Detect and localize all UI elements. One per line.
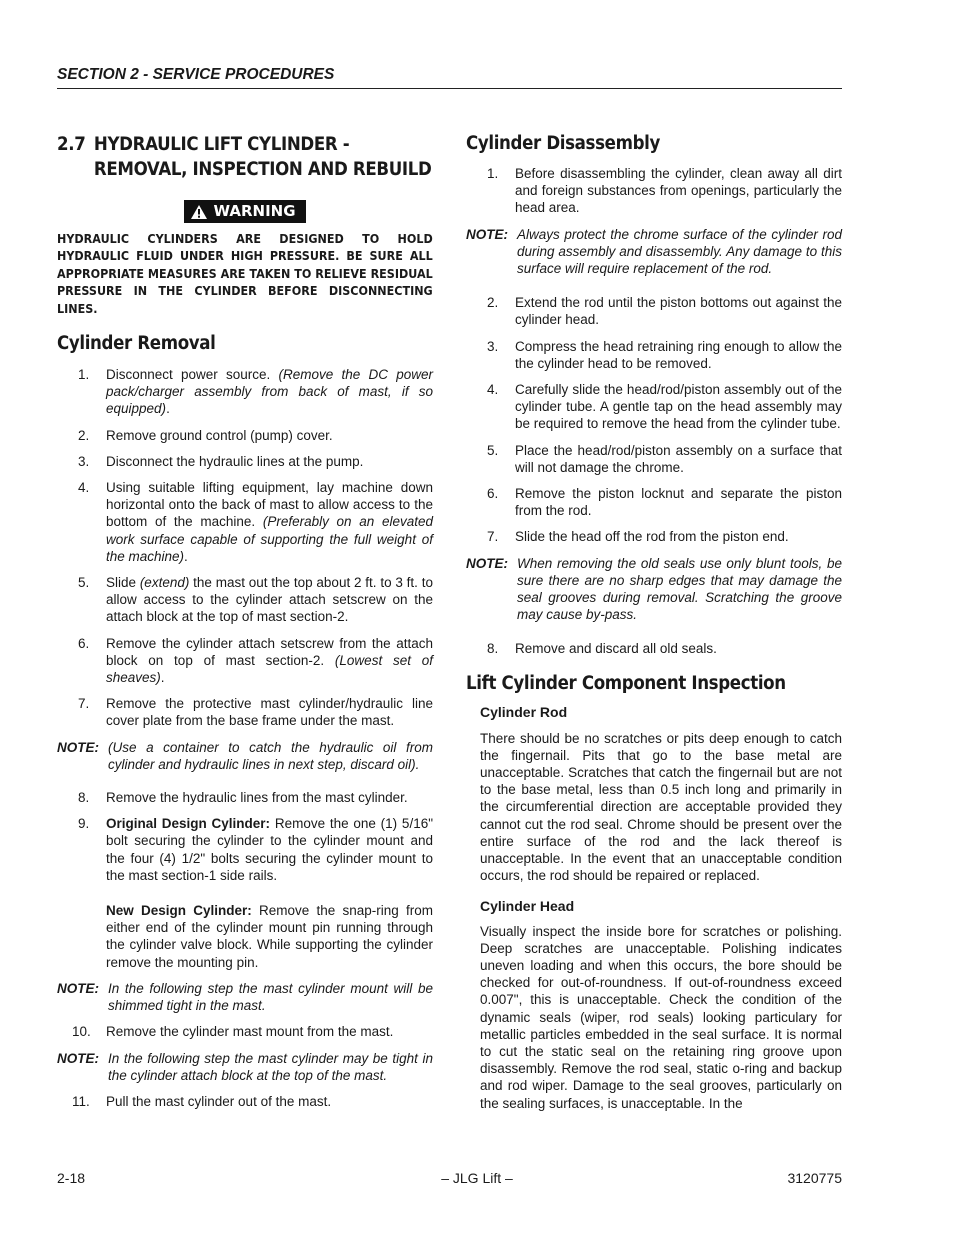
left-column — [57, 132, 433, 1119]
disassembly-step-8: 8. Remove and discard all old seals. — [487, 641, 717, 657]
warning-triangle-icon — [190, 204, 208, 220]
disassembly-note-2: NOTE: When removing the old seals use only blunt tools, be sure there are no sharp edges that may damage the seal grooves during removal. Scratching the groove may cause by-pass. — [466, 555, 842, 623]
disassembly-step-7: 7. Slide the head off the rod from the piston end. — [487, 529, 789, 545]
removal-step-9: 9. Original Design Cylinder: Remove the one (1) 5/16" bolt securing the cylinder to the cylinder mount and the four (4) 1/2" bolts securing the cylinder mount to the mast section-1 side rails. — [78, 816, 433, 883]
section-title — [57, 132, 433, 182]
cylinder-head-text: Visually inspect the inside bore for scratches or polishing. Deep scratches are unacceptable. Polishing indicates uneven loading and when this occurs, the bore should be checked for out-of-roundness. If out-of-roundness exceed 0.007", this is unacceptable. Check the condition of the dynamic seals (wiper, rod seals) looking particulary for metallic particles embedded in the seal surface. It is normal to cut the static seal on the retaining ring groove upon disassembly. Remove the rod seal, static o-ring and backup and rod wiper. Damage to the seal grooves, particularly on the sealing surfaces, is unacceptable. In the — [480, 923, 842, 1111]
disassembly-step-4: 4. Carefully slide the head/rod/piston assembly out of the cylinder tube. A gentle tap on the head assembly may be required to remove the head from the cylinder tube. — [487, 382, 842, 432]
removal-step-8: 8. Remove the hydraulic lines from the mast cylinder. — [78, 790, 408, 806]
warning-text: HYDRAULIC CYLINDERS ARE DESIGNED TO HOLD HYDRAULIC FLUID UNDER HIGH PRESSURE. BE SURE ALL APPROPRIATE MEASURES ARE TAKEN TO RELIEVE RESIDUAL PRESSURE IN THE CYLINDER BEFORE DISCONNECTING LINES. — [57, 231, 433, 316]
disassembly-step-2: 2. Extend the rod until the piston bottoms out against the cylinder head. — [487, 295, 842, 328]
section-title-text: HYDRAULIC LIFT CYLINDER - REMOVAL, INSPECTION AND REBUILD — [93, 134, 432, 180]
disassembly-note-1: NOTE: Always protect the chrome surface of the cylinder rod during assembly and disassembly. Any damage to this surface will require replacement of the rod. — [466, 226, 842, 277]
removal-step-3: 3. Disconnect the hydraulic lines at the pump. — [78, 453, 364, 469]
page-number: 2-18 — [57, 1170, 86, 1186]
footer-center: – JLG Lift – — [441, 1170, 513, 1186]
disassembly-step-3: 3. Compress the head retraining ring enough to allow the the cylinder head to be removed. — [487, 338, 842, 371]
removal-note-2: NOTE: In the following step the mast cylinder mount will be shimmed tight in the mast. — [57, 980, 433, 1014]
disassembly-step-5: 5. Place the head/rod/piston assembly on a surface that will not damage the chrome. — [487, 442, 842, 475]
component-inspection-heading: Lift Cylinder Component Inspection — [466, 672, 786, 694]
removal-note-1: NOTE: (Use a container to catch the hydraulic oil from cylinder and hydraulic lines in next step, discard oil). — [57, 739, 433, 772]
warning-banner — [57, 200, 433, 225]
removal-step-7: 7. Remove the protective mast cylinder/hydraulic line cover plate from the base frame under the mast. — [78, 696, 433, 729]
cylinder-removal-heading: Cylinder Removal — [57, 333, 216, 354]
removal-step-2: 2. Remove ground control (pump) cover. — [78, 427, 333, 443]
document-number: 3120775 — [787, 1170, 842, 1186]
disassembly-step-1: 1. Before disassembling the cylinder, clean away all dirt and foreign substances from openings, particularly the head area. — [487, 166, 842, 216]
removal-step-6: 6. Remove the cylinder attach setscrew from the attach block on top of mast section-2. (Lowest set of sheaves). — [78, 635, 433, 686]
removal-step-11: 11. Pull the mast cylinder out of the mast. — [72, 1093, 332, 1109]
cylinder-rod-heading: Cylinder Rod — [480, 703, 568, 720]
warning-label: WARNING — [213, 202, 296, 220]
section-header: SECTION 2 - SERVICE PROCEDURES — [57, 66, 842, 89]
cylinder-head-heading: Cylinder Head — [480, 897, 575, 914]
cylinder-disassembly-heading: Cylinder Disassembly — [466, 133, 660, 154]
section-number: 2.7 — [57, 134, 86, 155]
right-column — [466, 132, 842, 1112]
disassembly-step-6: 6. Remove the piston locknut and separate the piston from the rod. — [487, 486, 842, 519]
removal-step-1: 1. Disconnect power source. (Remove the DC power pack/charger assembly from back of mast, if so equipped). — [78, 367, 433, 417]
removal-note-3: NOTE: In the following step the mast cylinder may be tight in the cylinder attach block at the top of the mast. — [57, 1050, 433, 1083]
removal-step-10: 10. Remove the cylinder mast mount from the mast. — [72, 1024, 394, 1040]
removal-step-4: 4. Using suitable lifting equipment, lay machine down horizontal onto the back of mast to allow access to the bottom of the machine. (Preferably on an elevated work surface capable of supporting the full weight of the machine). — [78, 480, 433, 564]
cylinder-rod-text: There should be no scratches or pits deep enough to catch the fingernail. Pits that go to the base metal are unacceptable. Scratches that catch the fingernail but are not to the base metal, less than 0.5 inch long and primarily in the circumferential direction are acceptable provided they cannot cut the rod seal. Chrome should be present over the entire surface of the rod and the lack thereof is unacceptable. In the event that an unacceptable condition occurs, the rod should be repaired or replaced. — [480, 730, 842, 884]
warning-label-box — [184, 200, 305, 223]
removal-step-9-new-design: New Design Cylinder: Remove the snap-ring from either end of the cylinder mount pin running through the cylinder valve block. While supporting the cylinder remove the mounting pin. — [106, 903, 433, 970]
removal-step-5: 5. Slide (extend) the mast out the top about 2 ft. to 3 ft. to allow access to the cylinder attach setscrew on the attach block at the top of mast section-2. — [78, 575, 433, 625]
